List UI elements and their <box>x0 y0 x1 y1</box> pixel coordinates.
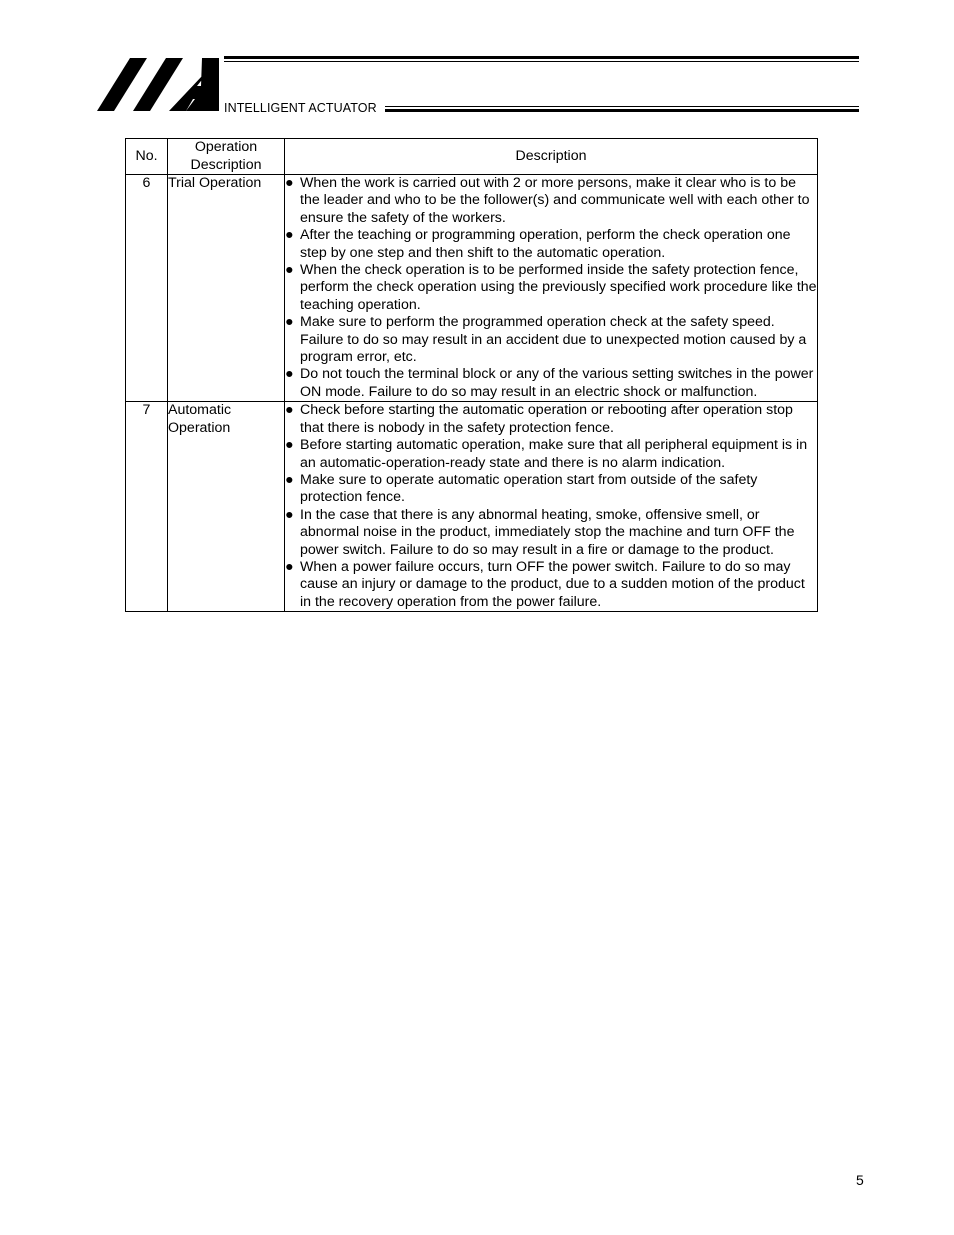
list-item-text: Make sure to operate automatic operation start from outside of the safety protection fence. <box>300 471 758 506</box>
bullet-list <box>285 175 817 401</box>
row-number: 6 <box>126 175 168 402</box>
header-rule-right <box>385 106 859 112</box>
bullet-icon: ● <box>285 437 294 454</box>
bullet-icon: ● <box>285 558 294 575</box>
description-cell <box>285 402 818 612</box>
bullet-icon: ● <box>285 175 294 191</box>
bullet-icon: ● <box>285 471 294 488</box>
list-item <box>285 175 817 227</box>
list-item-text: After the teaching or programming operation, perform the check operation one step by one step and then shift to the automatic operation. <box>300 227 791 261</box>
list-item <box>285 402 817 437</box>
operation-name: Trial Operation <box>168 175 285 402</box>
header-rule-top <box>224 56 859 62</box>
list-item <box>285 437 817 472</box>
list-item <box>285 366 817 401</box>
header-operation: Operation Description <box>168 139 285 175</box>
table-header-row <box>126 139 818 175</box>
list-item-text: When a power failure occurs, turn OFF the power switch. Failure to do so may cause an injury or damage to the product, due to a sudden motion of the product in the recovery operation from the power failure. <box>300 558 805 610</box>
list-item <box>285 559 817 611</box>
list-item <box>285 507 817 559</box>
description-cell <box>285 175 818 402</box>
brand-text: INTELLIGENT ACTUATOR <box>224 101 377 115</box>
bullet-icon: ● <box>285 314 294 331</box>
list-item-text: When the check operation is to be performed inside the safety protection fence, perform the check operation using the previously specified work procedure like the teaching operation. <box>300 262 817 313</box>
bullet-icon: ● <box>285 506 294 523</box>
page-number: 5 <box>856 1172 864 1188</box>
list-item-text: When the work is carried out with 2 or more persons, make it clear who is to be the leader and who to be the follower(s) and communicate well with each other to ensure the safety of the workers. <box>300 175 810 226</box>
bullet-icon: ● <box>285 262 294 279</box>
header-description: Description <box>285 139 818 175</box>
list-item-text: In the case that there is any abnormal heating, smoke, offensive smell, or abnormal noise in the product, immediately stop the machine and turn OFF the power switch. Failure to do so may result in a fire or damage to the product. <box>300 506 795 558</box>
table-row <box>126 402 818 612</box>
table-row <box>126 175 818 402</box>
safety-operations-table <box>125 138 818 612</box>
bullet-list <box>285 402 817 611</box>
operation-name: Automatic Operation <box>168 402 285 612</box>
list-item-text: Before starting automatic operation, make sure that all peripheral equipment is in an automatic-operation-ready state and there is no alarm indication. <box>300 437 808 471</box>
list-item-text: Do not touch the terminal block or any of the various setting switches in the power ON mode. Failure to do so may result in an electric shock or malfunction. <box>300 366 814 400</box>
list-item <box>285 472 817 507</box>
iai-logo <box>97 58 219 111</box>
list-item-text: Check before starting the automatic operation or rebooting after operation stop that there is nobody in the safety protection fence. <box>300 402 793 436</box>
bullet-icon: ● <box>285 402 294 419</box>
list-item <box>285 227 817 262</box>
list-item <box>285 314 817 366</box>
bullet-icon: ● <box>285 366 294 383</box>
row-number: 7 <box>126 402 168 612</box>
list-item <box>285 262 817 314</box>
header-no: No. <box>126 139 168 175</box>
list-item-text: Make sure to perform the programmed operation check at the safety speed. Failure to do so may result in an accident due to unexpected motion caused by a program error, etc. <box>300 314 807 366</box>
bullet-icon: ● <box>285 227 294 244</box>
